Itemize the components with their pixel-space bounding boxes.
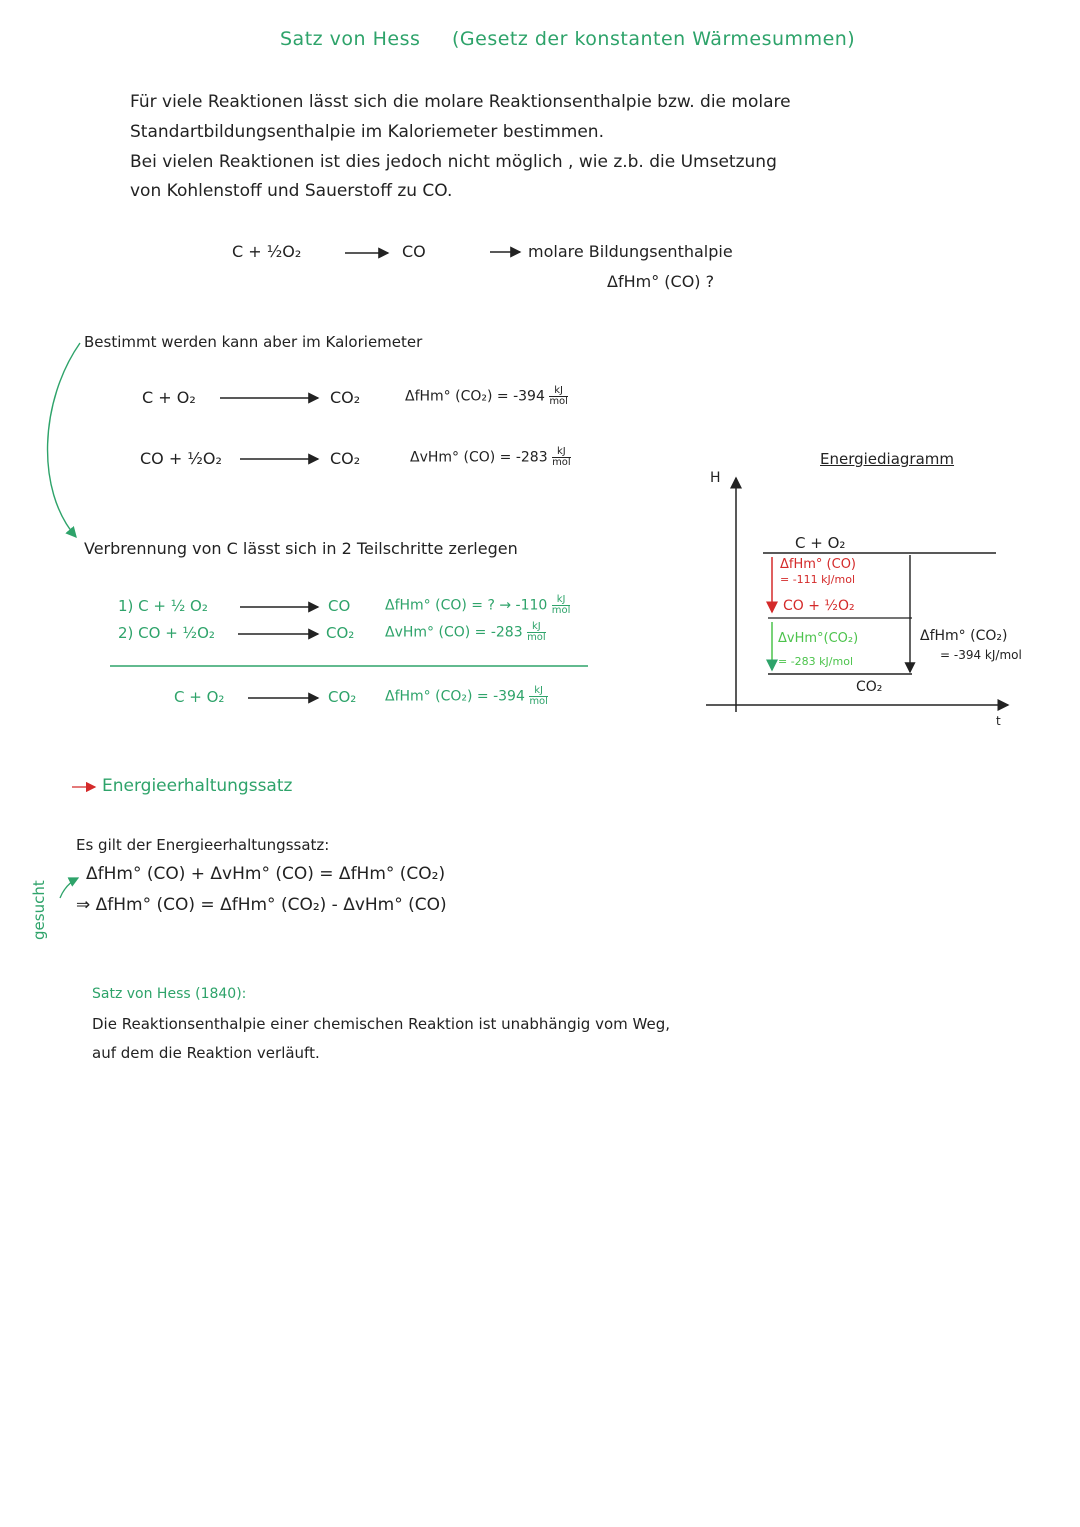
law-eq-1: ΔfHm° (CO) + ΔvHm° (CO) = ΔfHm° (CO₂) [86, 864, 446, 884]
s1-unit-num: kJ [552, 595, 571, 606]
diagram-x-label: t [996, 714, 1001, 728]
hess-heading: Satz von Hess (1840): [92, 986, 247, 1002]
s2-right: CO₂ [326, 624, 355, 642]
r1-enthalpy-value: ΔfHm° (CO₂) = -394 [405, 388, 545, 405]
intro-line-4: von Kohlenstoff und Sauerstoff zu CO. [130, 181, 453, 201]
r1-right: CO₂ [330, 388, 361, 407]
connector-arrow [48, 343, 80, 537]
r1-enthalpy [405, 386, 568, 407]
s1-left: 1) C + ½ O₂ [118, 597, 208, 615]
diagram-step1-label: ΔfHm° (CO) [780, 557, 856, 572]
hess-line-1: Die Reaktionsenthalpie einer chemischen Reaktion ist unabhängig vom Weg, [92, 1015, 670, 1033]
law-intro: Es gilt der Energieerhaltungssatz: [76, 836, 330, 854]
page-title: Satz von Hess [280, 28, 421, 50]
sum-unit-num: kJ [529, 686, 548, 697]
measurable-heading: Bestimmt werden kann aber im Kaloriemeter [84, 333, 423, 351]
r2-enthalpy-value: ΔvHm° (CO) = -283 [410, 449, 548, 466]
s2-enthalpy [385, 622, 546, 643]
r2-unit-num: kJ [552, 447, 571, 458]
intro-line-2: Standartbildungsenthalpie im Kaloriemeter bestimmen. [130, 122, 604, 142]
sum-unit-den: mol [529, 696, 548, 707]
reaction-co-right: CO [402, 242, 426, 261]
sum-right: CO₂ [328, 688, 357, 706]
diagram-total-label: ΔfHm° (CO₂) [920, 628, 1008, 644]
sum-left: C + O₂ [174, 688, 225, 706]
s1-enthalpy [385, 595, 570, 616]
diagram-title: Energiediagramm [820, 450, 955, 468]
r2-unit-den: mol [552, 457, 571, 468]
law-eq-2: ⇒ ΔfHm° (CO) = ΔfHm° (CO₂) - ΔvHm° (CO) [76, 895, 447, 915]
hess-line-2: auf dem die Reaktion verläuft. [92, 1044, 320, 1062]
r1-left: C + O₂ [142, 388, 196, 407]
reaction-co-left: C + ½O₂ [232, 242, 302, 261]
s1-enthalpy-value: ΔfHm° (CO) = ? → -110 [385, 597, 548, 614]
reaction-co-note: molare Bildungsenthalpie [528, 242, 733, 261]
page-subtitle: (Gesetz der konstanten Wärmesummen) [452, 28, 856, 50]
r2-enthalpy [410, 447, 571, 468]
r1-unit-num: kJ [549, 386, 568, 397]
s1-right: CO [328, 597, 351, 615]
s2-left: 2) CO + ½O₂ [118, 624, 215, 642]
diagram-y-label: H [710, 470, 721, 486]
s2-unit-num: kJ [527, 622, 546, 633]
s2-enthalpy-value: ΔvHm° (CO) = -283 [385, 624, 523, 641]
r1-unit-den: mol [549, 396, 568, 407]
r2-left: CO + ½O₂ [140, 449, 222, 468]
gesucht-label: gesucht [30, 880, 48, 940]
intro-line-1: Für viele Reaktionen lässt sich die molare Reaktionsenthalpie bzw. die molare [130, 92, 791, 112]
diagram-top-level: C + O₂ [795, 534, 846, 552]
diagram-total-value: = -394 kJ/mol [940, 648, 1022, 662]
s2-unit-den: mol [527, 632, 546, 643]
diagram-step2-value: = -283 kJ/mol [778, 655, 853, 668]
conservation-label: Energieerhaltungssatz [102, 776, 293, 796]
split-heading: Verbrennung von C lässt sich in 2 Teilschritte zerlegen [84, 539, 518, 558]
diagram-step1-value: = -111 kJ/mol [780, 573, 855, 586]
diagram-mid-level: CO + ½O₂ [783, 598, 855, 614]
reaction-co-question: ΔfHm° (CO) ? [607, 272, 715, 291]
r2-right: CO₂ [330, 449, 361, 468]
sum-enthalpy-value: ΔfHm° (CO₂) = -394 [385, 688, 525, 705]
diagram-bottom-level: CO₂ [856, 679, 883, 695]
diagram-step2-label: ΔvHm°(CO₂) [778, 631, 859, 646]
s1-unit-den: mol [551, 605, 571, 616]
sum-enthalpy [385, 686, 548, 707]
intro-line-3: Bei vielen Reaktionen ist dies jedoch nicht möglich , wie z.b. die Umsetzung [130, 152, 777, 172]
